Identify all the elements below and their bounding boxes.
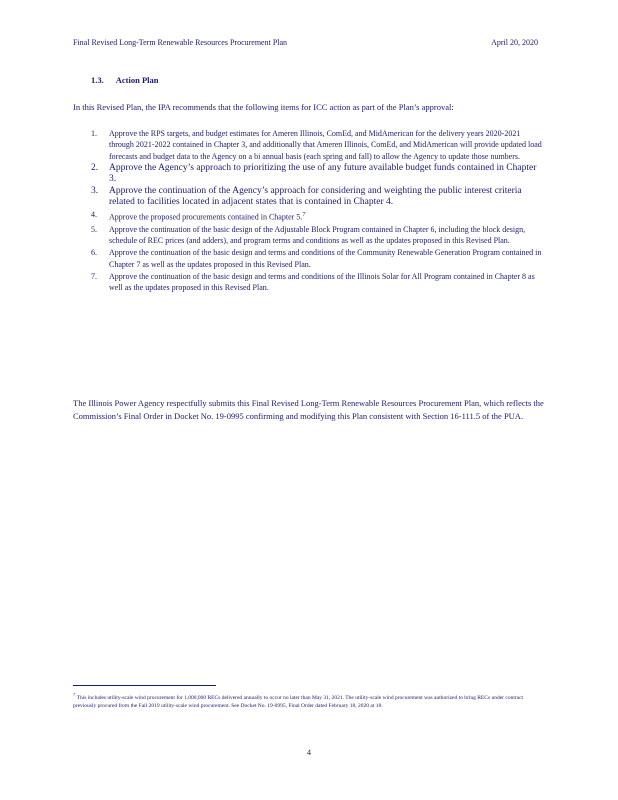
- list-item: [91, 271, 545, 294]
- list-item-text: Approve the Agency’s approach to prioritizing the use of any future available budget funds contained in Chapter 3.: [109, 162, 537, 185]
- header-date: April 20, 2020: [491, 38, 538, 47]
- footnote: [73, 691, 545, 710]
- list-item-text: Approve the proposed procurements contained in Chapter 5.: [109, 213, 303, 222]
- list-number: 4.: [91, 210, 97, 220]
- list-item-text: Approve the RPS targets, and budget estimates for Ameren Illinois, ComEd, and MidAmerican for the delivery years 2020-2021 through 2021-2022 contained in Chapter 3, and additionally that Ameren Illinois, ComEd, and MidAmerican will provide updated load forecasts and budget data to the Agency on a bi annual basis (each spring and fall) to allow the Agency to update those numbers.: [109, 129, 542, 161]
- list-number: 5.: [91, 224, 97, 234]
- list-item: [91, 128, 545, 162]
- page-number: 4: [307, 748, 311, 757]
- running-header: [73, 38, 538, 47]
- list-item-text: Approve the continuation of the basic design of the Adjustable Block Program contained in Chapter 6, including the block design, schedule of REC prices (and adders), and program terms and conditions as well as the updates proposed in this Revised Plan.: [109, 224, 526, 246]
- section-title: Action Plan: [115, 75, 159, 85]
- list-number: 3.: [91, 186, 99, 197]
- list-number: 1.: [91, 129, 97, 138]
- list-number: 7.: [91, 271, 97, 281]
- list-item-text: Approve the continuation of the Agency’s approach for considering and weighting the public interest criteria related to facilities located in adjacent states that is contained in Chapter 4.: [109, 186, 522, 208]
- list-item-text: Approve the continuation of the basic design and terms and conditions of the Community Renewable Generation Program contained in Chapter 7 as well as the updates proposed in this Revised Plan.: [109, 248, 542, 269]
- list-item: [91, 209, 545, 223]
- list-number: 6.: [91, 248, 97, 258]
- list-item: [91, 163, 545, 186]
- section-heading: [91, 75, 159, 85]
- closing-paragraph: The Illinois Power Agency respectfully submits this Final Revised Long-Term Renewable Resources Procurement Plan, which reflects the Commission’s Final Order in Docket No. 19-0995 confirming and modifying this Plan consistent with Section 16-111.5 of the PUA.: [73, 397, 544, 421]
- footnote-text: This includes utility-scale wind procurement for 1,000,000 RECs delivered annually to occur no later than May 31, 2021. The utility-scale wind procurement was authorized to bring RECs under contract previously procured from the Fall 2019 utility-scale wind procurement. See Docket No. 19-0995, Final Order dated February 18, 2020 at 18.: [73, 694, 524, 709]
- footnote-mark: 7: [73, 692, 76, 697]
- list-item: [91, 247, 545, 270]
- list-item-text: Approve the continuation of the basic design and terms and conditions of the Illinois Solar for All Program contained in Chapter 8 as well as the updates proposed in this Revised Plan.: [109, 271, 535, 292]
- footnote-reference[interactable]: 7: [302, 211, 306, 219]
- list-item: [91, 186, 545, 209]
- intro-paragraph: In this Revised Plan, the IPA recommends that the following items for ICC action as part of the Plan’s approval:: [73, 101, 454, 112]
- section-number: 1.3.: [91, 75, 104, 85]
- list-number: 2.: [91, 162, 99, 173]
- action-list: [91, 128, 545, 294]
- list-item: [91, 224, 545, 247]
- header-title: Final Revised Long-Term Renewable Resources Procurement Plan: [73, 38, 288, 47]
- footnote-divider: [73, 685, 216, 686]
